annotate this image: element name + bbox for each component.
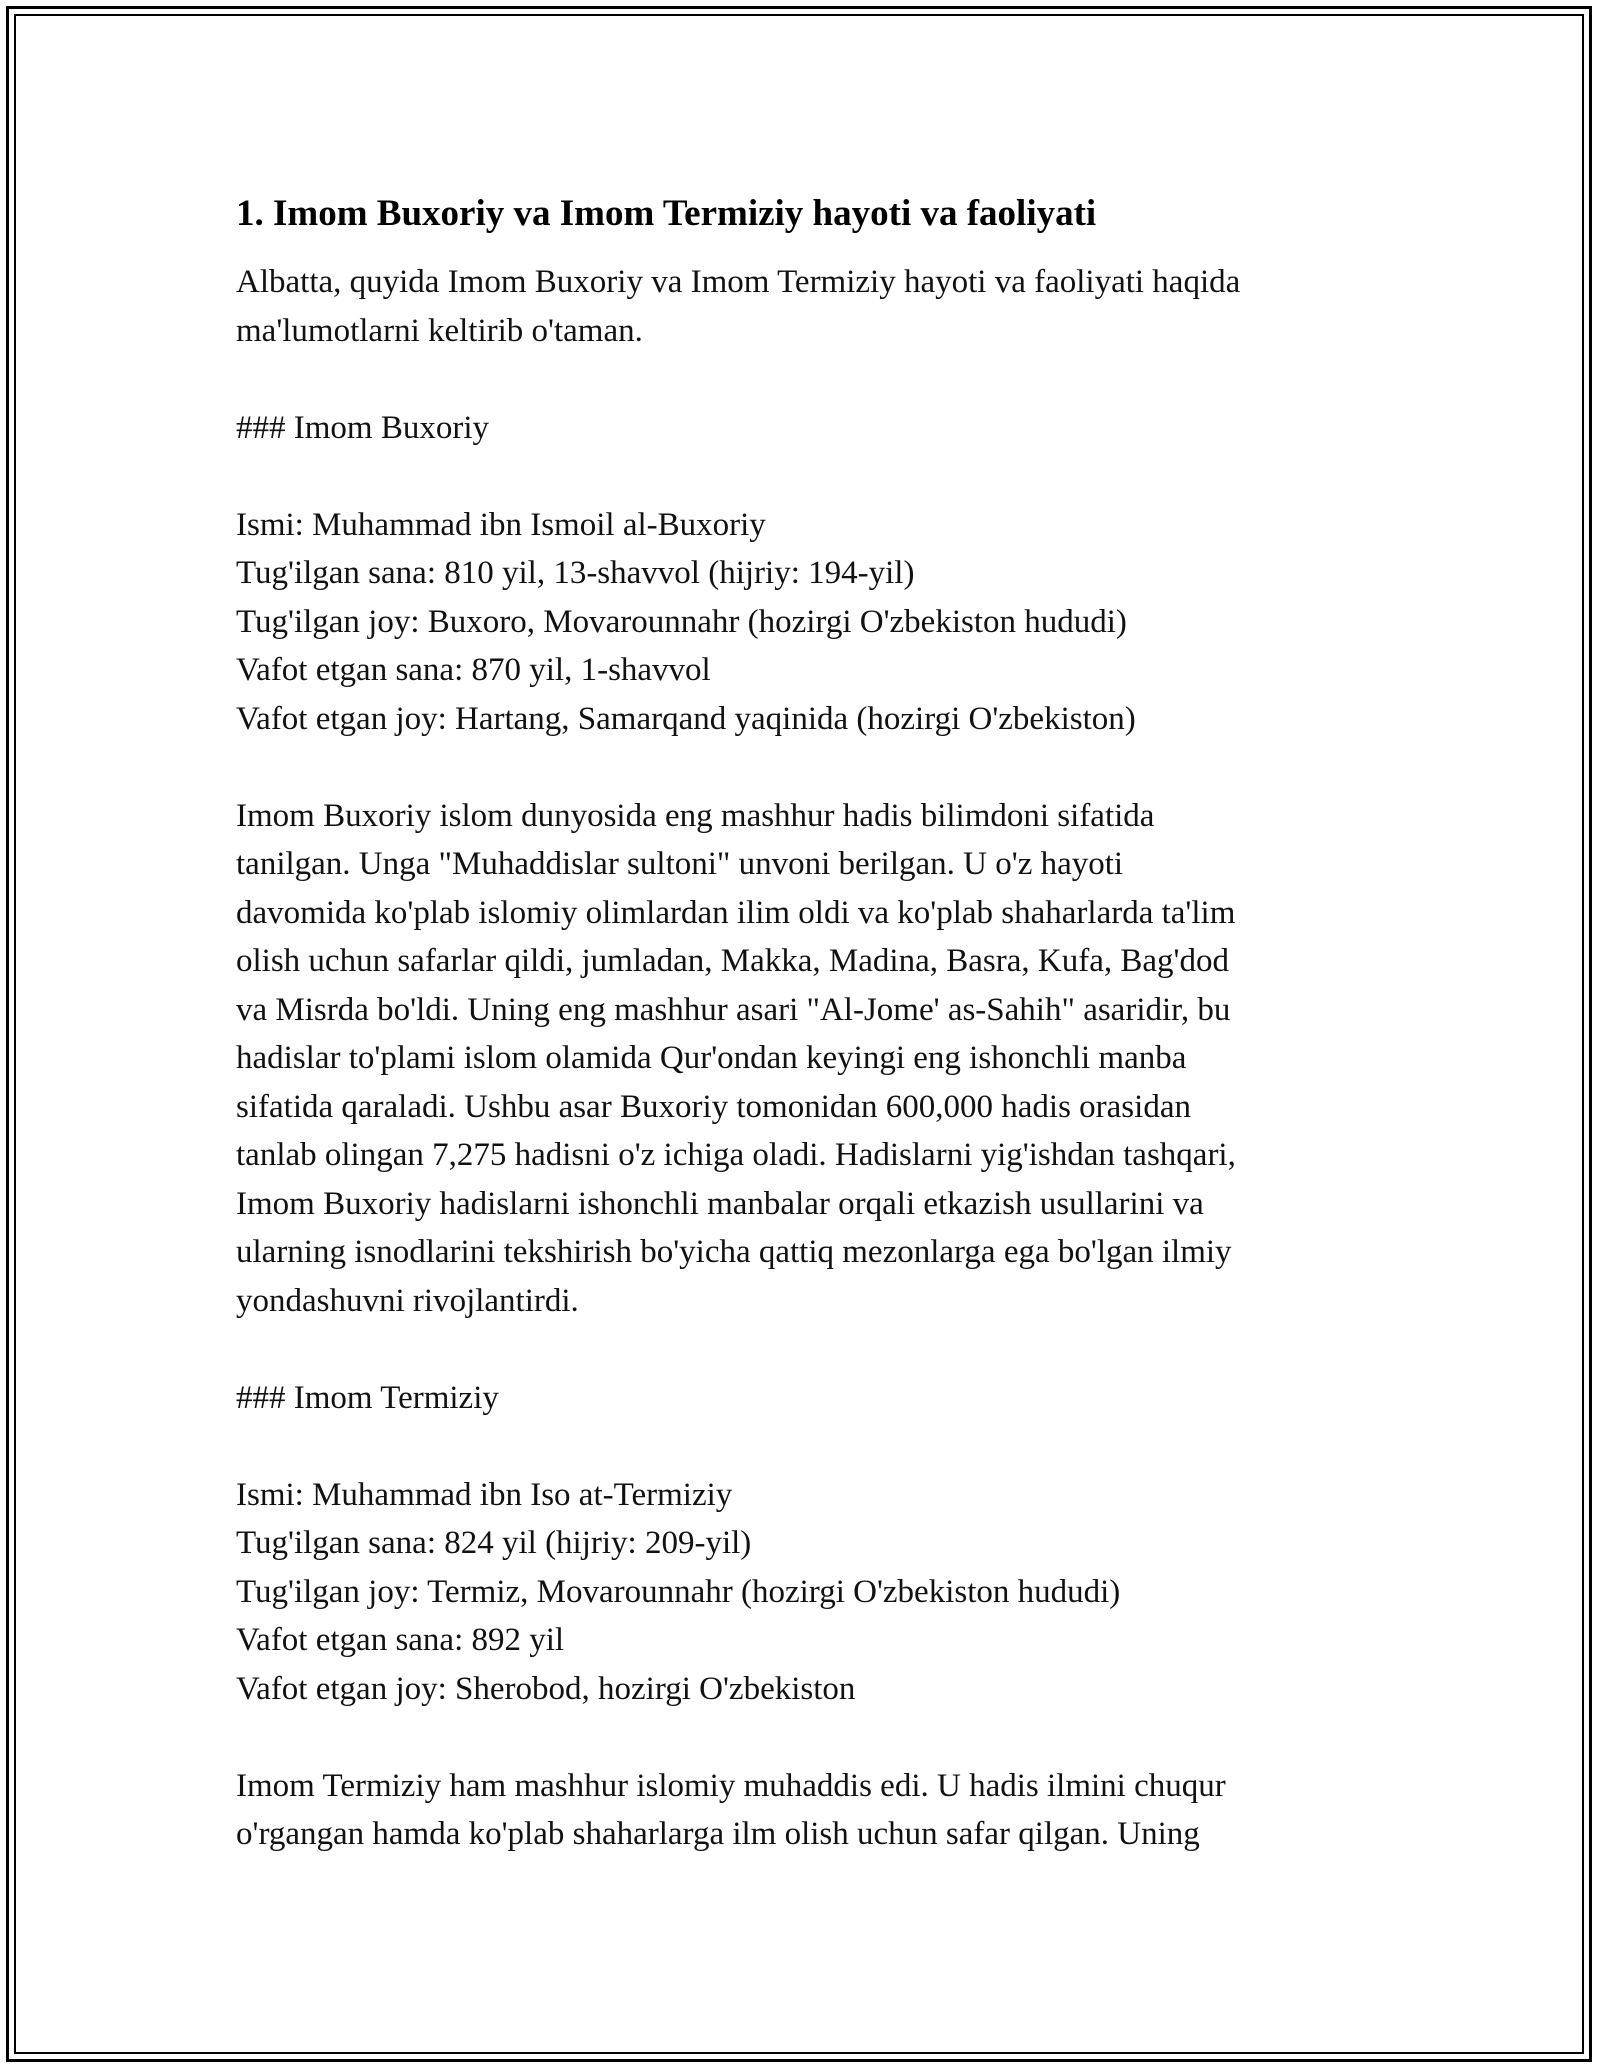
fact-list-buxoriy bbox=[236, 501, 1366, 744]
fact-line: Tug'ilgan sana: 824 yil (hijriy: 209-yil) bbox=[236, 1525, 752, 1561]
fact-line: Vafot etgan sana: 892 yil bbox=[236, 1622, 565, 1658]
document-title: 1. Imom Buxoriy va Imom Termiziy hayoti va faoliyati bbox=[236, 193, 1097, 234]
fact-line: Ismi: Muhammad ibn Iso at-Termiziy bbox=[236, 1476, 733, 1513]
section-heading-buxoriy: ### Imom Buxoriy bbox=[236, 409, 489, 446]
fact-line: Vafot etgan joy: Sherobod, hozirgi O'zbekiston bbox=[236, 1670, 856, 1707]
section-heading-termiziy: ### Imom Termiziy bbox=[236, 1379, 499, 1416]
fact-line: Tug'ilgan sana: 810 yil, 13-shavvol (hijriy: 194-yil) bbox=[236, 555, 915, 591]
fact-line: Tug'ilgan joy: Termiz, Movarounnahr (hozirgi O'zbekiston hududi) bbox=[236, 1573, 1121, 1610]
spacer bbox=[236, 355, 1366, 404]
spacer bbox=[236, 1325, 1366, 1374]
spacer bbox=[236, 1713, 1366, 1762]
fact-line: Tug'ilgan joy: Buxoro, Movarounnahr (hozirgi O'zbekiston hududi) bbox=[236, 603, 1127, 640]
spacer bbox=[236, 743, 1366, 792]
spacer bbox=[236, 452, 1366, 501]
body-paragraph-termiziy: Imom Termiziy ham mashhur islomiy muhaddis edi. U hadis ilmini chuqur o'rgangan hamda ko'plab shaharlarga ilm olish uchun safar qilgan. Uning bbox=[236, 1767, 1226, 1852]
fact-line: Ismi: Muhammad ibn Ismoil al-Buxoriy bbox=[236, 506, 766, 543]
fact-list-termiziy bbox=[236, 1471, 1366, 1714]
spacer bbox=[236, 1422, 1366, 1471]
fact-line: Vafot etgan sana: 870 yil, 1-shavvol bbox=[236, 652, 711, 688]
body-paragraph-buxoriy: Imom Buxoriy islom dunyosida eng mashhur hadis bilimdoni sifatida tanilgan. Unga "Muhaddislar sultoni" unvoni berilgan. U o'z hayoti davomida ko'plab islomiy olimlardan ilim oldi va ko'plab shaharlarda ta'lim olish uchun safarlar qildi, jumladan, Makka, Madina, Basra, Kufa, Bag'dod va Misrda bo'ldi. Uning eng mashhur asari "Al-Jome' as-Sahih" asaridir, bu hadislar to'plami islom olamida Qur'ondan keyingi eng ishonchli manba sifatida qaraladi. Ushbu asar Buxoriy tomonidan 600,000 hadis orasidan tanlab olingan 7,275 hadisni o'z ichiga oladi. Hadislarni yig'ishdan tashqari, Imom Buxoriy hadislarni ishonchli manbalar orqali etkazish usullarini va ularning isnodlarini tekshirish bo'yicha qattiq mezonlarga ega bo'lgan ilmiy yondashuvni rivojlantirdi. bbox=[236, 797, 1236, 1319]
intro-paragraph: Albatta, quyida Imom Buxoriy va Imom Termiziy hayoti va faoliyati haqida ma'lumotlarni keltirib o'taman. bbox=[236, 264, 1241, 349]
fact-line: Vafot etgan joy: Hartang, Samarqand yaqinida (hozirgi O'zbekiston) bbox=[236, 700, 1136, 737]
document-content bbox=[236, 186, 1366, 1859]
